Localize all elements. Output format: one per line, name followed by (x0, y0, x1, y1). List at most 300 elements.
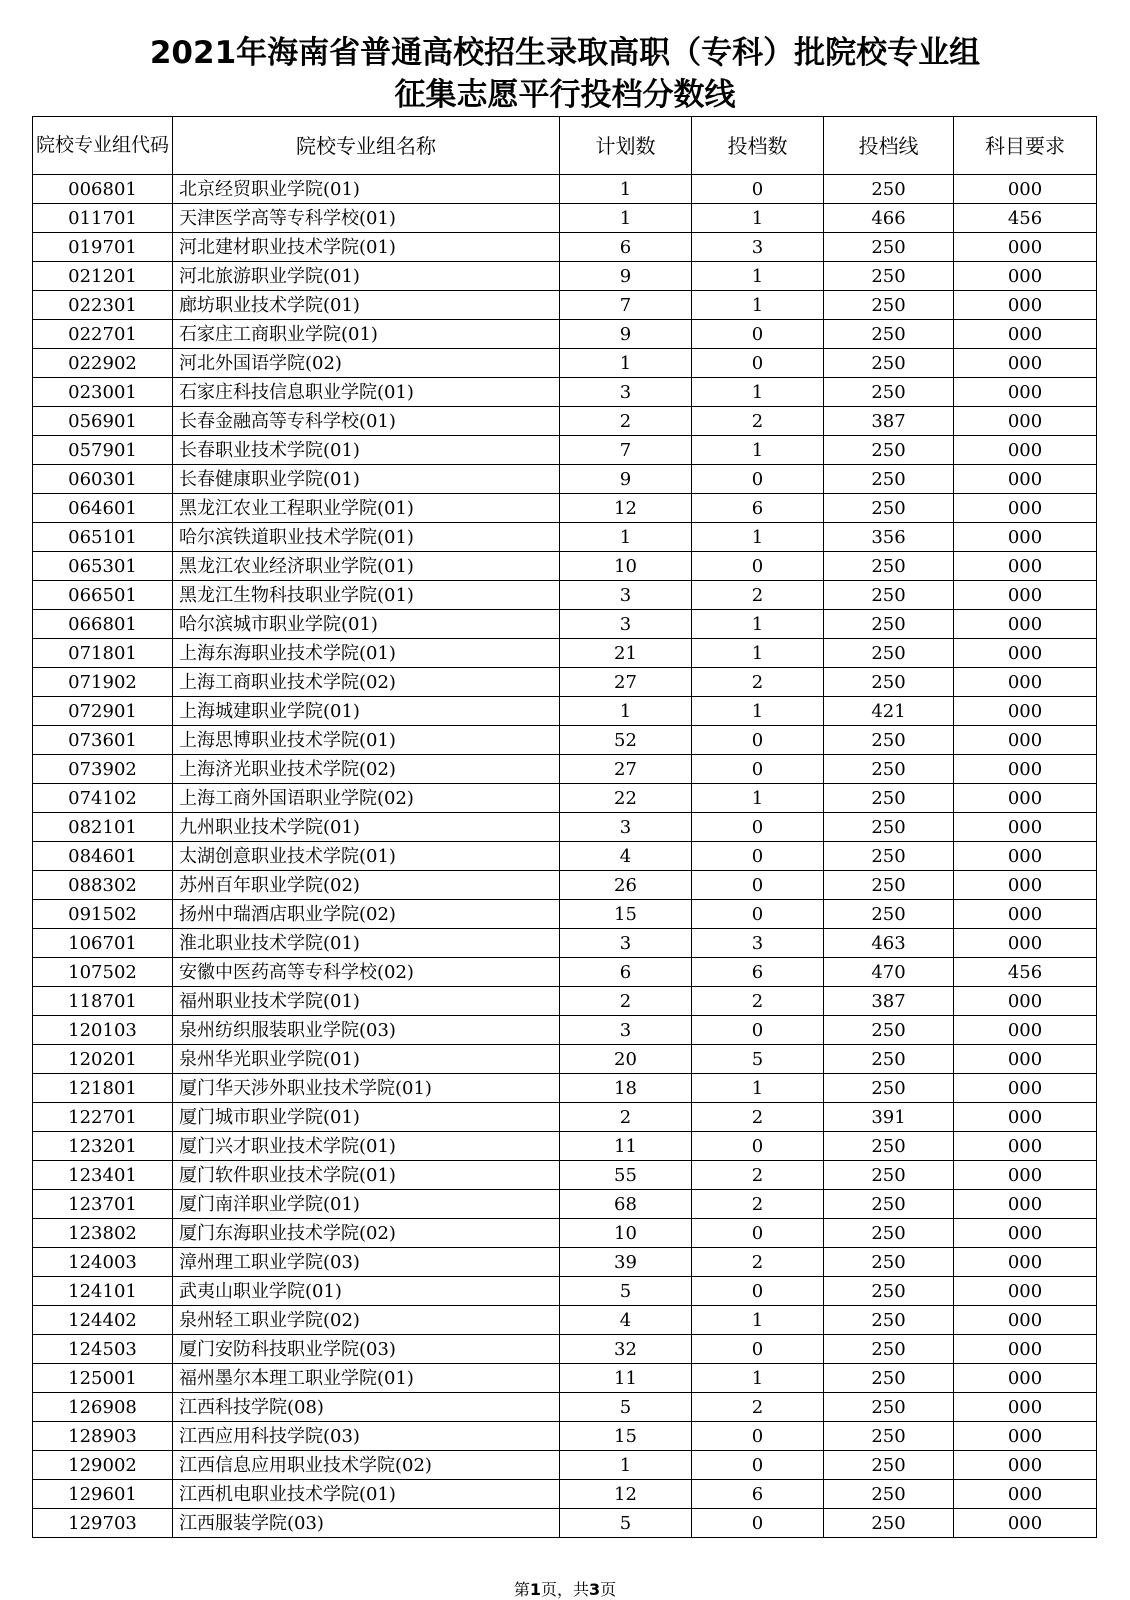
submitted-count-cell: 0 (692, 349, 824, 378)
group-code-cell: 091502 (33, 900, 173, 929)
plan-count-cell: 21 (560, 639, 692, 668)
plan-count-cell: 9 (560, 465, 692, 494)
group-name-cell: 厦门软件职业技术学院(01) (173, 1161, 560, 1190)
submitted-count-cell: 0 (692, 755, 824, 784)
submitted-count-cell: 0 (692, 175, 824, 204)
group-code-cell: 129601 (33, 1480, 173, 1509)
submitted-count-cell: 1 (692, 1364, 824, 1393)
table-header-row (33, 117, 1097, 175)
submitted-count-cell: 0 (692, 1016, 824, 1045)
table-row (33, 958, 1097, 987)
plan-count-cell: 1 (560, 349, 692, 378)
submitted-count-cell: 2 (692, 1190, 824, 1219)
group-name-cell: 黑龙江农业经济职业学院(01) (173, 552, 560, 581)
group-name-cell: 漳州理工职业学院(03) (173, 1248, 560, 1277)
subject-requirement-cell: 000 (954, 1364, 1097, 1393)
table-row (33, 1393, 1097, 1422)
submitted-count-cell: 2 (692, 581, 824, 610)
group-name-cell: 厦门东海职业技术学院(02) (173, 1219, 560, 1248)
group-name-cell: 哈尔滨城市职业学院(01) (173, 610, 560, 639)
group-name-cell: 厦门城市职业学院(01) (173, 1103, 560, 1132)
group-name-cell: 上海城建职业学院(01) (173, 697, 560, 726)
submitted-count-cell: 0 (692, 1335, 824, 1364)
group-code-cell: 123201 (33, 1132, 173, 1161)
plan-count-cell: 3 (560, 581, 692, 610)
subject-requirement-cell: 000 (954, 610, 1097, 639)
subject-requirement-cell: 000 (954, 842, 1097, 871)
column-header-cutoff-score: 投档线 (824, 117, 954, 175)
subject-requirement-cell: 000 (954, 1509, 1097, 1538)
footer-suffix: 页 (600, 1580, 617, 1599)
table-row (33, 1219, 1097, 1248)
cutoff-score-cell: 250 (824, 320, 954, 349)
cutoff-score-cell: 421 (824, 697, 954, 726)
group-code-cell: 124503 (33, 1335, 173, 1364)
table-row (33, 900, 1097, 929)
group-code-cell: 082101 (33, 813, 173, 842)
subject-requirement-cell: 000 (954, 900, 1097, 929)
submitted-count-cell: 1 (692, 1074, 824, 1103)
cutoff-score-cell: 250 (824, 262, 954, 291)
group-code-cell: 066501 (33, 581, 173, 610)
submitted-count-cell: 2 (692, 1161, 824, 1190)
subject-requirement-cell: 000 (954, 1103, 1097, 1132)
subject-requirement-cell: 000 (954, 465, 1097, 494)
cutoff-score-cell: 250 (824, 1248, 954, 1277)
table-row (33, 871, 1097, 900)
cutoff-score-cell: 250 (824, 755, 954, 784)
plan-count-cell: 1 (560, 697, 692, 726)
submitted-count-cell: 0 (692, 1219, 824, 1248)
table-row (33, 697, 1097, 726)
group-name-cell: 淮北职业技术学院(01) (173, 929, 560, 958)
submitted-count-cell: 0 (692, 1451, 824, 1480)
group-name-cell: 石家庄科技信息职业学院(01) (173, 378, 560, 407)
cutoff-score-cell: 250 (824, 1393, 954, 1422)
cutoff-score-cell: 250 (824, 1219, 954, 1248)
column-header-group-name: 院校专业组名称 (173, 117, 560, 175)
cutoff-score-cell: 250 (824, 465, 954, 494)
plan-count-cell: 10 (560, 1219, 692, 1248)
table-row (33, 639, 1097, 668)
plan-count-cell: 3 (560, 929, 692, 958)
submitted-count-cell: 0 (692, 552, 824, 581)
subject-requirement-cell: 000 (954, 1074, 1097, 1103)
group-name-cell: 苏州百年职业学院(02) (173, 871, 560, 900)
group-code-cell: 123401 (33, 1161, 173, 1190)
group-name-cell: 泉州轻工职业学院(02) (173, 1306, 560, 1335)
subject-requirement-cell: 000 (954, 436, 1097, 465)
group-code-cell: 129703 (33, 1509, 173, 1538)
submitted-count-cell: 6 (692, 494, 824, 523)
subject-requirement-cell: 000 (954, 784, 1097, 813)
table-row (33, 1480, 1097, 1509)
group-name-cell: 江西应用科技学院(03) (173, 1422, 560, 1451)
group-name-cell: 福州职业技术学院(01) (173, 987, 560, 1016)
group-code-cell: 065301 (33, 552, 173, 581)
group-code-cell: 106701 (33, 929, 173, 958)
group-name-cell: 廊坊职业技术学院(01) (173, 291, 560, 320)
group-name-cell: 江西机电职业技术学院(01) (173, 1480, 560, 1509)
group-name-cell: 泉州华光职业学院(01) (173, 1045, 560, 1074)
subject-requirement-cell: 000 (954, 726, 1097, 755)
cutoff-score-cell: 470 (824, 958, 954, 987)
group-name-cell: 上海工商外国语职业学院(02) (173, 784, 560, 813)
cutoff-score-cell: 250 (824, 1364, 954, 1393)
submitted-count-cell: 1 (692, 639, 824, 668)
subject-requirement-cell: 000 (954, 987, 1097, 1016)
group-code-cell: 118701 (33, 987, 173, 1016)
plan-count-cell: 1 (560, 523, 692, 552)
submitted-count-cell: 1 (692, 204, 824, 233)
subject-requirement-cell: 000 (954, 233, 1097, 262)
group-name-cell: 哈尔滨铁道职业技术学院(01) (173, 523, 560, 552)
subject-requirement-cell: 456 (954, 204, 1097, 233)
cutoff-score-cell: 387 (824, 987, 954, 1016)
group-code-cell: 006801 (33, 175, 173, 204)
plan-count-cell: 27 (560, 755, 692, 784)
table-row (33, 1074, 1097, 1103)
submitted-count-cell: 3 (692, 929, 824, 958)
group-name-cell: 上海工商职业技术学院(02) (173, 668, 560, 697)
table-row (33, 726, 1097, 755)
cutoff-score-cell: 250 (824, 378, 954, 407)
subject-requirement-cell: 000 (954, 1190, 1097, 1219)
table-row (33, 610, 1097, 639)
plan-count-cell: 3 (560, 1016, 692, 1045)
table-row (33, 1190, 1097, 1219)
submitted-count-cell: 0 (692, 1509, 824, 1538)
subject-requirement-cell: 000 (954, 1045, 1097, 1074)
submitted-count-cell: 0 (692, 726, 824, 755)
group-name-cell: 上海东海职业技术学院(01) (173, 639, 560, 668)
subject-requirement-cell: 000 (954, 755, 1097, 784)
footer-middle: 页，共 (540, 1580, 589, 1599)
submitted-count-cell: 1 (692, 378, 824, 407)
table-row (33, 1132, 1097, 1161)
cutoff-score-cell: 250 (824, 639, 954, 668)
group-code-cell: 124003 (33, 1248, 173, 1277)
cutoff-score-cell: 250 (824, 726, 954, 755)
table-row (33, 494, 1097, 523)
subject-requirement-cell: 000 (954, 639, 1097, 668)
group-name-cell: 江西服装学院(03) (173, 1509, 560, 1538)
plan-count-cell: 5 (560, 1277, 692, 1306)
group-code-cell: 021201 (33, 262, 173, 291)
table-row (33, 349, 1097, 378)
table-row (33, 320, 1097, 349)
cutoff-score-cell: 250 (824, 784, 954, 813)
group-code-cell: 124101 (33, 1277, 173, 1306)
table-row (33, 1045, 1097, 1074)
group-name-cell: 长春金融高等专科学校(01) (173, 407, 560, 436)
table-row (33, 1248, 1097, 1277)
cutoff-score-cell: 250 (824, 349, 954, 378)
table-row (33, 465, 1097, 494)
group-code-cell: 072901 (33, 697, 173, 726)
group-name-cell: 长春职业技术学院(01) (173, 436, 560, 465)
page-title-line1: 2021年海南省普通高校招生录取高职（专科）批院校专业组 (149, 35, 981, 71)
group-name-cell: 长春健康职业学院(01) (173, 465, 560, 494)
plan-count-cell: 20 (560, 1045, 692, 1074)
cutoff-score-cell: 250 (824, 581, 954, 610)
group-name-cell: 太湖创意职业技术学院(01) (173, 842, 560, 871)
plan-count-cell: 22 (560, 784, 692, 813)
cutoff-score-cell: 250 (824, 1480, 954, 1509)
group-code-cell: 065101 (33, 523, 173, 552)
group-code-cell: 019701 (33, 233, 173, 262)
plan-count-cell: 6 (560, 233, 692, 262)
group-name-cell: 河北建材职业技术学院(01) (173, 233, 560, 262)
cutoff-score-cell: 250 (824, 1132, 954, 1161)
subject-requirement-cell: 000 (954, 581, 1097, 610)
subject-requirement-cell: 000 (954, 1335, 1097, 1364)
plan-count-cell: 5 (560, 1393, 692, 1422)
subject-requirement-cell: 000 (954, 407, 1097, 436)
table-row (33, 1277, 1097, 1306)
plan-count-cell: 2 (560, 987, 692, 1016)
column-header-subject-requirement: 科目要求 (954, 117, 1097, 175)
cutoff-score-cell: 250 (824, 1277, 954, 1306)
admission-score-table (32, 116, 1097, 1538)
cutoff-score-cell: 391 (824, 1103, 954, 1132)
subject-requirement-cell: 000 (954, 668, 1097, 697)
group-name-cell: 北京经贸职业学院(01) (173, 175, 560, 204)
submitted-count-cell: 0 (692, 1277, 824, 1306)
subject-requirement-cell: 000 (954, 1306, 1097, 1335)
table-row (33, 1364, 1097, 1393)
group-code-cell: 123802 (33, 1219, 173, 1248)
cutoff-score-cell: 250 (824, 1190, 954, 1219)
cutoff-score-cell: 250 (824, 552, 954, 581)
group-name-cell: 厦门兴才职业技术学院(01) (173, 1132, 560, 1161)
table-row (33, 1161, 1097, 1190)
cutoff-score-cell: 250 (824, 610, 954, 639)
page-footer (0, 1580, 1130, 1600)
group-code-cell: 120103 (33, 1016, 173, 1045)
table-row (33, 1103, 1097, 1132)
plan-count-cell: 2 (560, 407, 692, 436)
submitted-count-cell: 0 (692, 842, 824, 871)
subject-requirement-cell: 000 (954, 813, 1097, 842)
group-name-cell: 上海济光职业技术学院(02) (173, 755, 560, 784)
plan-count-cell: 3 (560, 610, 692, 639)
cutoff-score-cell: 250 (824, 871, 954, 900)
plan-count-cell: 32 (560, 1335, 692, 1364)
submitted-count-cell: 2 (692, 1248, 824, 1277)
group-code-cell: 128903 (33, 1422, 173, 1451)
subject-requirement-cell: 000 (954, 1219, 1097, 1248)
plan-count-cell: 55 (560, 1161, 692, 1190)
table-row (33, 378, 1097, 407)
group-name-cell: 厦门安防科技职业学院(03) (173, 1335, 560, 1364)
subject-requirement-cell: 000 (954, 697, 1097, 726)
group-name-cell: 石家庄工商职业学院(01) (173, 320, 560, 349)
plan-count-cell: 12 (560, 494, 692, 523)
cutoff-score-cell: 466 (824, 204, 954, 233)
group-name-cell: 上海思博职业技术学院(01) (173, 726, 560, 755)
cutoff-score-cell: 250 (824, 900, 954, 929)
submitted-count-cell: 2 (692, 987, 824, 1016)
group-code-cell: 023001 (33, 378, 173, 407)
column-header-submitted-count: 投档数 (692, 117, 824, 175)
subject-requirement-cell: 000 (954, 1132, 1097, 1161)
group-code-cell: 073902 (33, 755, 173, 784)
submitted-count-cell: 2 (692, 668, 824, 697)
submitted-count-cell: 1 (692, 436, 824, 465)
subject-requirement-cell: 000 (954, 320, 1097, 349)
subject-requirement-cell: 456 (954, 958, 1097, 987)
table-row (33, 987, 1097, 1016)
plan-count-cell: 10 (560, 552, 692, 581)
group-code-cell: 060301 (33, 465, 173, 494)
group-name-cell: 扬州中瑞酒店职业学院(02) (173, 900, 560, 929)
group-code-cell: 022301 (33, 291, 173, 320)
table-row (33, 842, 1097, 871)
plan-count-cell: 6 (560, 958, 692, 987)
group-code-cell: 011701 (33, 204, 173, 233)
plan-count-cell: 3 (560, 813, 692, 842)
table-row (33, 552, 1097, 581)
subject-requirement-cell: 000 (954, 378, 1097, 407)
footer-prefix: 第 (513, 1580, 530, 1599)
group-name-cell: 安徽中医药高等专科学校(02) (173, 958, 560, 987)
plan-count-cell: 1 (560, 175, 692, 204)
table-row (33, 1016, 1097, 1045)
plan-count-cell: 2 (560, 1103, 692, 1132)
group-name-cell: 厦门华天涉外职业技术学院(01) (173, 1074, 560, 1103)
group-name-cell: 黑龙江农业工程职业学院(01) (173, 494, 560, 523)
group-name-cell: 厦门南洋职业学院(01) (173, 1190, 560, 1219)
page-title-line2: 征集志愿平行投档分数线 (394, 77, 736, 113)
submitted-count-cell: 6 (692, 1480, 824, 1509)
subject-requirement-cell: 000 (954, 494, 1097, 523)
group-code-cell: 066801 (33, 610, 173, 639)
table-row (33, 523, 1097, 552)
submitted-count-cell: 1 (692, 523, 824, 552)
table-row (33, 233, 1097, 262)
group-code-cell: 084601 (33, 842, 173, 871)
cutoff-score-cell: 250 (824, 1161, 954, 1190)
table-row (33, 813, 1097, 842)
table-row (33, 1509, 1097, 1538)
plan-count-cell: 12 (560, 1480, 692, 1509)
table-row (33, 929, 1097, 958)
plan-count-cell: 7 (560, 436, 692, 465)
cutoff-score-cell: 250 (824, 494, 954, 523)
group-code-cell: 071801 (33, 639, 173, 668)
cutoff-score-cell: 250 (824, 668, 954, 697)
cutoff-score-cell: 250 (824, 1451, 954, 1480)
footer-page-number: 1 (529, 1580, 541, 1599)
submitted-count-cell: 0 (692, 320, 824, 349)
plan-count-cell: 15 (560, 900, 692, 929)
plan-count-cell: 7 (560, 291, 692, 320)
plan-count-cell: 27 (560, 668, 692, 697)
cutoff-score-cell: 356 (824, 523, 954, 552)
table-row (33, 1306, 1097, 1335)
submitted-count-cell: 1 (692, 784, 824, 813)
table-row (33, 1451, 1097, 1480)
submitted-count-cell: 1 (692, 610, 824, 639)
cutoff-score-cell: 250 (824, 233, 954, 262)
footer-total-pages: 3 (589, 1580, 601, 1599)
cutoff-score-cell: 250 (824, 1016, 954, 1045)
table-row (33, 204, 1097, 233)
cutoff-score-cell: 250 (824, 1509, 954, 1538)
column-header-group-code: 院校专业组代码 (33, 117, 173, 175)
cutoff-score-cell: 250 (824, 1306, 954, 1335)
group-code-cell: 056901 (33, 407, 173, 436)
group-code-cell: 107502 (33, 958, 173, 987)
table-row (33, 755, 1097, 784)
submitted-count-cell: 2 (692, 1103, 824, 1132)
group-name-cell: 福州墨尔本理工职业学院(01) (173, 1364, 560, 1393)
subject-requirement-cell: 000 (954, 1248, 1097, 1277)
group-code-cell: 120201 (33, 1045, 173, 1074)
group-name-cell: 天津医学高等专科学校(01) (173, 204, 560, 233)
submitted-count-cell: 0 (692, 1422, 824, 1451)
group-code-cell: 022701 (33, 320, 173, 349)
cutoff-score-cell: 250 (824, 291, 954, 320)
group-name-cell: 九州职业技术学院(01) (173, 813, 560, 842)
plan-count-cell: 9 (560, 320, 692, 349)
table-row (33, 784, 1097, 813)
group-code-cell: 121801 (33, 1074, 173, 1103)
subject-requirement-cell: 000 (954, 1451, 1097, 1480)
cutoff-score-cell: 250 (824, 1074, 954, 1103)
table-row (33, 581, 1097, 610)
submitted-count-cell: 0 (692, 871, 824, 900)
plan-count-cell: 26 (560, 871, 692, 900)
table-row (33, 175, 1097, 204)
plan-count-cell: 68 (560, 1190, 692, 1219)
subject-requirement-cell: 000 (954, 523, 1097, 552)
table-row (33, 407, 1097, 436)
subject-requirement-cell: 000 (954, 291, 1097, 320)
submitted-count-cell: 1 (692, 1306, 824, 1335)
cutoff-score-cell: 387 (824, 407, 954, 436)
group-code-cell: 123701 (33, 1190, 173, 1219)
group-code-cell: 125001 (33, 1364, 173, 1393)
submitted-count-cell: 0 (692, 900, 824, 929)
group-name-cell: 泉州纺织服装职业学院(03) (173, 1016, 560, 1045)
plan-count-cell: 15 (560, 1422, 692, 1451)
subject-requirement-cell: 000 (954, 552, 1097, 581)
subject-requirement-cell: 000 (954, 175, 1097, 204)
subject-requirement-cell: 000 (954, 871, 1097, 900)
submitted-count-cell: 1 (692, 291, 824, 320)
group-code-cell: 122701 (33, 1103, 173, 1132)
cutoff-score-cell: 250 (824, 436, 954, 465)
submitted-count-cell: 2 (692, 1393, 824, 1422)
group-name-cell: 江西科技学院(08) (173, 1393, 560, 1422)
group-code-cell: 088302 (33, 871, 173, 900)
table-row (33, 1422, 1097, 1451)
submitted-count-cell: 3 (692, 233, 824, 262)
table-row (33, 668, 1097, 697)
plan-count-cell: 1 (560, 1451, 692, 1480)
group-name-cell: 河北旅游职业学院(01) (173, 262, 560, 291)
group-name-cell: 河北外国语学院(02) (173, 349, 560, 378)
table-body (33, 175, 1097, 1538)
subject-requirement-cell: 000 (954, 1480, 1097, 1509)
subject-requirement-cell: 000 (954, 1277, 1097, 1306)
group-code-cell: 073601 (33, 726, 173, 755)
plan-count-cell: 11 (560, 1132, 692, 1161)
group-name-cell: 黑龙江生物科技职业学院(01) (173, 581, 560, 610)
subject-requirement-cell: 000 (954, 1016, 1097, 1045)
